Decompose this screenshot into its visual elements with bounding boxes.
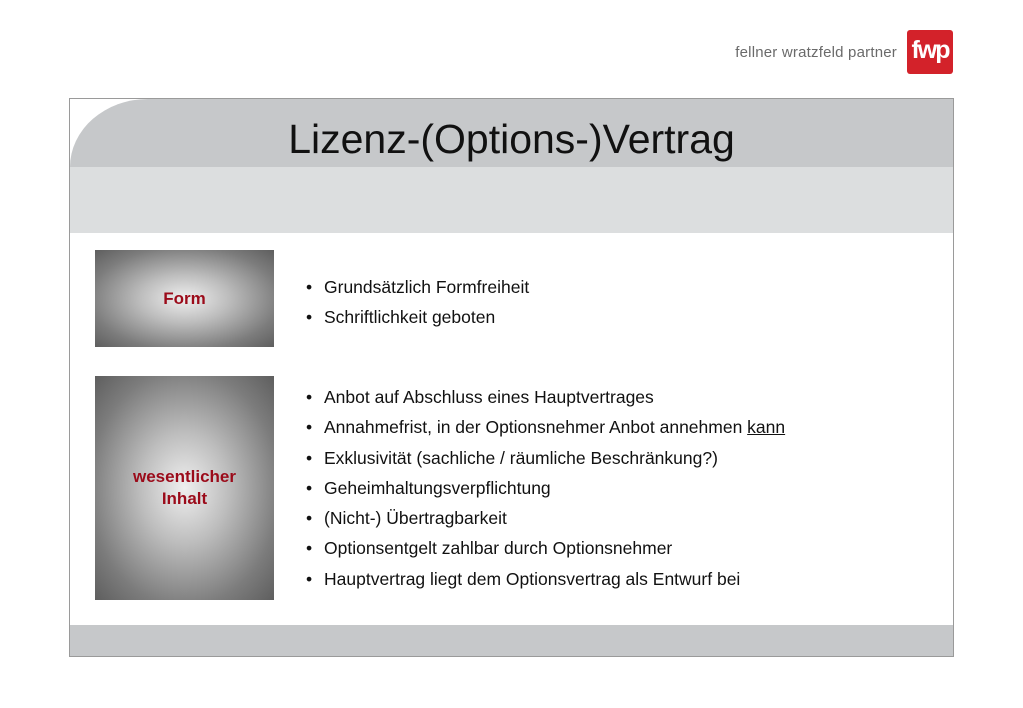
footer-band — [70, 625, 953, 656]
list-item: • Grundsätzlich Formfreiheit — [306, 272, 529, 302]
form-bullet-list — [306, 272, 529, 333]
list-item: • (Nicht-) Übertragbarkeit — [306, 503, 785, 533]
list-item: • Optionsentgelt zahlbar durch Optionsnehmer — [306, 533, 785, 563]
form-label-box — [95, 250, 274, 347]
inhalt-label-line2: Inhalt — [161, 489, 208, 508]
bullet-icon: • — [306, 417, 313, 438]
list-item: • Geheimhaltungsverpflichtung — [306, 473, 785, 503]
brand-logo-icon: fwp — [907, 30, 953, 74]
bullet-icon: • — [306, 538, 313, 559]
slide-frame — [69, 98, 954, 657]
list-item: • Anbot auf Abschluss eines Hauptvertrages — [306, 382, 785, 412]
list-item: • Exklusivität (sachliche / räumliche Beschränkung?) — [306, 443, 785, 473]
list-item: • Schriftlichkeit geboten — [306, 302, 529, 332]
brand-name: fellner wratzfeld partner — [735, 43, 897, 61]
list-item: • Hauptvertrag liegt dem Optionsvertrag als Entwurf bei — [306, 564, 785, 594]
inhalt-label-line1: wesentlicher — [133, 467, 236, 486]
bullet-icon: • — [306, 387, 313, 407]
underlined-word: kann — [747, 417, 786, 438]
bullet-icon: • — [306, 508, 313, 529]
brand-header — [735, 30, 953, 74]
inhalt-label-box — [95, 376, 274, 600]
form-label: Form — [163, 288, 206, 308]
subtitle-band — [70, 167, 953, 233]
slide-title: Lizenz-(Options-)Vertrag — [288, 116, 735, 162]
bullet-icon: • — [306, 447, 313, 468]
bullet-icon: • — [306, 307, 313, 328]
bullet-icon: • — [306, 568, 313, 589]
bullet-icon: • — [306, 477, 313, 498]
list-item: • Annahmefrist, in der Optionsnehmer Anbot annehmen kann — [306, 412, 785, 442]
inhalt-bullet-list — [306, 382, 785, 594]
bullet-icon: • — [306, 277, 313, 297]
